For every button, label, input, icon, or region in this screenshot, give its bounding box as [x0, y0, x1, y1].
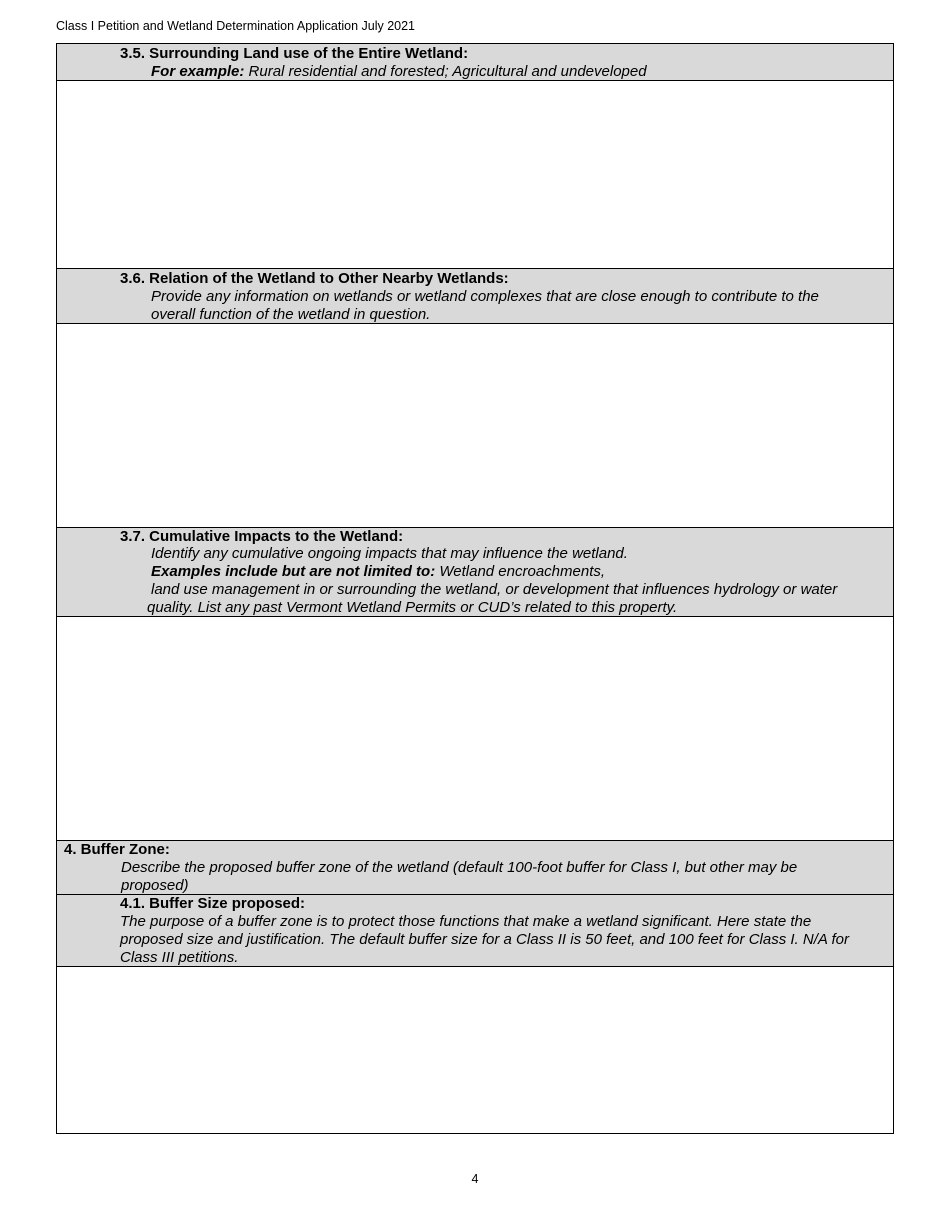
section-3-7-header — [57, 527, 893, 616]
page-number: 4 — [471, 1172, 479, 1186]
form-table — [56, 43, 894, 1134]
section-4-1-response-field[interactable] — [57, 966, 893, 1133]
section-4-1-description-line: proposed size and justification. The default buffer size for a Class II is 50 feet, and 100 feet for Class I. N/A for — [120, 931, 849, 948]
section-3-7-heading: 3.7. Cumulative Impacts to the Wetland: — [120, 528, 404, 545]
example-text: Rural residential and forested; Agricultural and undeveloped — [244, 63, 647, 80]
examples-label: Examples include but are not limited to: — [151, 563, 436, 580]
section-3-6-heading: 3.6. Relation of the Wetland to Other Nearby Wetlands: — [120, 270, 509, 287]
section-3-7-examples — [151, 563, 605, 581]
section-4-1-heading: 4.1. Buffer Size proposed: — [120, 895, 306, 912]
examples-text: Wetland encroachments, — [435, 563, 606, 580]
section-4-description-line: Describe the proposed buffer zone of the wetland (default 100-foot buffer for Class I, but other may be — [121, 859, 798, 876]
example-label: For example: — [151, 63, 245, 80]
section-4-description-line: proposed) — [121, 877, 189, 894]
section-4-1-header — [57, 894, 893, 966]
section-3-7-description-line: Identify any cumulative ongoing impacts that may influence the wetland. — [151, 545, 628, 562]
section-3-5-example — [151, 63, 647, 81]
section-4-1-description-line: The purpose of a buffer zone is to protect those functions that make a wetland significant. Here state the — [120, 913, 812, 930]
document-header: Class I Petition and Wetland Determination Application July 2021 — [56, 19, 416, 33]
section-3-7-response-field[interactable] — [57, 616, 893, 840]
section-3-6-header — [57, 268, 893, 323]
section-3-7-description-line: quality. List any past Vermont Wetland Permits or CUD’s related to this property. — [147, 599, 678, 616]
section-3-6-description-line: Provide any information on wetlands or wetland complexes that are close enough to contribute to the — [151, 288, 819, 305]
section-3-5-heading: 3.5. Surrounding Land use of the Entire Wetland: — [120, 45, 469, 62]
section-4-heading: 4. Buffer Zone: — [64, 841, 170, 858]
section-3-6-description-line: overall function of the wetland in question. — [151, 306, 431, 323]
section-3-6-response-field[interactable] — [57, 323, 893, 527]
section-3-5-response-field[interactable] — [57, 80, 893, 268]
section-4-1-description-line: Class III petitions. — [120, 949, 239, 966]
section-4-header — [57, 840, 893, 894]
section-3-7-description-line: land use management in or surrounding the wetland, or development that influences hydrology or water — [151, 581, 838, 598]
section-3-5-header — [57, 44, 893, 80]
